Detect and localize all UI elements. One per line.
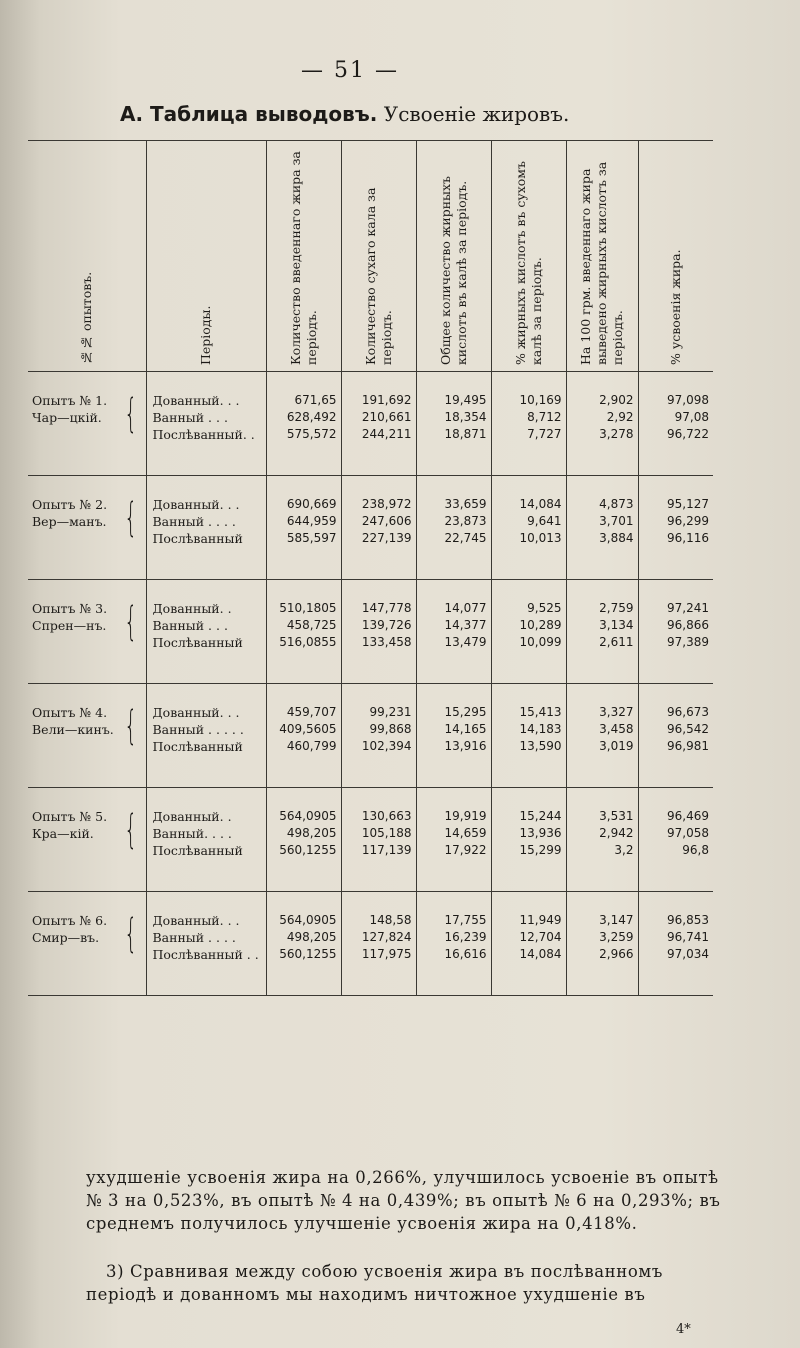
- value: 96,673: [667, 705, 709, 719]
- value-cell: [566, 788, 638, 892]
- value: 14,084: [519, 947, 562, 961]
- period-label: Послѣванный. .: [152, 427, 255, 442]
- value: 97,058: [667, 826, 709, 840]
- value: 2,966: [599, 947, 634, 961]
- experiment-cell: [28, 372, 146, 476]
- value-cell: [566, 684, 638, 788]
- signature-mark: 4*: [676, 1322, 691, 1337]
- value-cell: [266, 372, 341, 476]
- paragraph-2: 3) Сравнивая между собою усвоенія жира въ послѣванномъ періодѣ и дованномъ мы находимъ ничтожное ухудшеніе въ: [86, 1262, 663, 1304]
- value-cell: [266, 684, 341, 788]
- value: 14,377: [444, 618, 487, 632]
- period-label: Ванный . . . . .: [152, 722, 244, 737]
- value-cell: [638, 788, 713, 892]
- value: 96,981: [667, 739, 709, 753]
- value-cell: [266, 892, 341, 996]
- value: 10,289: [519, 618, 562, 632]
- value-cell: [341, 684, 416, 788]
- value: 15,299: [519, 843, 562, 857]
- value-cell: [491, 372, 566, 476]
- brace-mark: {: [124, 599, 138, 645]
- period-label: Послѣванный: [152, 635, 243, 650]
- period-label: Ванный . . .: [152, 618, 228, 633]
- column-header: % жирныхъ кислотъ въ сухомъ калѣ за періодъ.: [491, 141, 566, 372]
- value: 3,259: [599, 930, 634, 944]
- table-row: [28, 684, 713, 788]
- period-label: Ванный . . . .: [152, 514, 236, 529]
- period-label: Дованный. . .: [152, 393, 240, 408]
- value: 238,972: [361, 497, 412, 511]
- value-cell: [416, 788, 491, 892]
- value: 127,824: [361, 930, 412, 944]
- value: 458,725: [286, 618, 337, 632]
- value-cell: [491, 788, 566, 892]
- period-label: Ванный . . . .: [152, 930, 236, 945]
- value: 7,727: [527, 427, 562, 441]
- value: 97,034: [667, 947, 709, 961]
- value-cell: [266, 580, 341, 684]
- value-cell: [638, 372, 713, 476]
- period-label: Дованный. . .: [152, 913, 240, 928]
- value: 3,701: [599, 514, 634, 528]
- value: 12,704: [519, 930, 562, 944]
- period-cell: [146, 892, 266, 996]
- value-cell: [491, 892, 566, 996]
- experiment-cell: [28, 684, 146, 788]
- value: 3,134: [599, 618, 634, 632]
- value: 560,1255: [279, 947, 337, 961]
- experiment-label: Опытъ № 4.: [32, 705, 108, 720]
- value-cell: [566, 476, 638, 580]
- value-cell: [638, 684, 713, 788]
- table-row: [28, 892, 713, 996]
- value: 139,726: [361, 618, 412, 632]
- value: 95,127: [667, 497, 709, 511]
- value: 96,722: [667, 427, 709, 441]
- value: 23,873: [444, 514, 487, 528]
- value: 3,884: [599, 531, 634, 545]
- value: 14,183: [519, 722, 562, 736]
- value: 117,139: [361, 843, 412, 857]
- value: 99,231: [369, 705, 412, 719]
- brace-mark: {: [124, 495, 138, 541]
- period-cell: [146, 372, 266, 476]
- value: 13,479: [444, 635, 487, 649]
- value: 102,394: [361, 739, 412, 753]
- column-header: Количество сухаго кала за періодъ.: [341, 141, 416, 372]
- brace-mark: {: [124, 807, 138, 853]
- value: 498,205: [286, 826, 337, 840]
- value: 15,244: [519, 809, 562, 823]
- value-cell: [266, 476, 341, 580]
- value-cell: [341, 476, 416, 580]
- value-cell: [416, 580, 491, 684]
- value-cell: [491, 684, 566, 788]
- value: 19,919: [444, 809, 487, 823]
- value: 3,278: [599, 427, 634, 441]
- value-cell: [638, 892, 713, 996]
- column-header: На 100 грм. введеннаго жира выведено жирныхъ кислотъ за періодъ.: [566, 141, 638, 372]
- period-label: Ванный . . .: [152, 410, 228, 425]
- value: 3,531: [599, 809, 634, 823]
- experiment-label: Опытъ № 5.: [32, 809, 108, 824]
- value: 15,413: [519, 705, 562, 719]
- value: 33,659: [444, 497, 487, 511]
- value: 459,707: [286, 705, 337, 719]
- value: 97,098: [667, 393, 709, 407]
- value: 14,077: [444, 601, 487, 615]
- value: 575,572: [286, 427, 337, 441]
- column-header: Количество введеннаго жира за періодъ.: [266, 141, 341, 372]
- value: 8,712: [527, 410, 562, 424]
- value: 460,799: [286, 739, 337, 753]
- value-cell: [491, 580, 566, 684]
- value: 99,868: [369, 722, 412, 736]
- experiment-label: Опытъ № 2.: [32, 497, 108, 512]
- value: 564,0905: [279, 913, 337, 927]
- experiment-cell: [28, 892, 146, 996]
- value: 18,871: [444, 427, 487, 441]
- table-title-subtitle: Усвоеніе жировъ.: [383, 102, 570, 126]
- value: 22,745: [444, 531, 487, 545]
- value-cell: [638, 476, 713, 580]
- brace-mark: {: [124, 911, 138, 957]
- value: 130,663: [361, 809, 412, 823]
- value-cell: [416, 892, 491, 996]
- period-label: Ванный. . . .: [152, 826, 232, 841]
- brace-mark: {: [124, 391, 138, 437]
- value: 690,669: [286, 497, 337, 511]
- value: 14,165: [444, 722, 487, 736]
- value-cell: [416, 372, 491, 476]
- experiment-label: Чар—цкій.: [32, 410, 102, 425]
- value: 2,759: [599, 601, 634, 615]
- value: 3,147: [599, 913, 634, 927]
- value: 671,65: [294, 393, 337, 407]
- experiment-label: Вели—кинъ.: [32, 722, 114, 737]
- column-header: Періоды.: [146, 141, 266, 372]
- value: 2,942: [599, 826, 634, 840]
- period-cell: [146, 788, 266, 892]
- period-cell: [146, 476, 266, 580]
- value: 18,354: [444, 410, 487, 424]
- value-cell: [266, 788, 341, 892]
- value: 2,902: [599, 393, 634, 407]
- period-label: Дованный. . .: [152, 705, 240, 720]
- value: 16,616: [444, 947, 487, 961]
- table-row: [28, 372, 713, 476]
- period-label: Послѣванный: [152, 739, 243, 754]
- header-row: [28, 141, 713, 372]
- value: 585,597: [286, 531, 337, 545]
- value-cell: [566, 892, 638, 996]
- period-label: Дованный. .: [152, 809, 232, 824]
- value: 96,741: [667, 930, 709, 944]
- experiment-label: Опытъ № 6.: [32, 913, 108, 928]
- value: 96,469: [667, 809, 709, 823]
- value: 17,755: [444, 913, 487, 927]
- period-label: Дованный. .: [152, 601, 232, 616]
- value: 19,495: [444, 393, 487, 407]
- period-label: Послѣванный: [152, 531, 243, 546]
- value: 96,116: [667, 531, 709, 545]
- page-number: — 51 —: [301, 58, 399, 83]
- value-cell: [341, 580, 416, 684]
- value: 564,0905: [279, 809, 337, 823]
- value: 133,458: [361, 635, 412, 649]
- experiment-label: Опытъ № 3.: [32, 601, 108, 616]
- value: 3,327: [599, 705, 634, 719]
- value-cell: [638, 580, 713, 684]
- column-header: №№ опытовъ.: [28, 141, 146, 372]
- experiment-label: Вер—манъ.: [32, 514, 107, 529]
- value: 16,239: [444, 930, 487, 944]
- period-label: Послѣванный: [152, 843, 243, 858]
- table-row: [28, 788, 713, 892]
- value: 96,853: [667, 913, 709, 927]
- value: 96,542: [667, 722, 709, 736]
- value: 2,92: [606, 410, 634, 424]
- experiment-label: Кра—кій.: [32, 826, 94, 841]
- period-label: Дованный. . .: [152, 497, 240, 512]
- value-cell: [341, 372, 416, 476]
- value: 14,084: [519, 497, 562, 511]
- value: 96,299: [667, 514, 709, 528]
- table-title-label: А. Таблица выводовъ.: [120, 102, 378, 126]
- value: 96,866: [667, 618, 709, 632]
- value: 560,1255: [279, 843, 337, 857]
- value: 227,139: [361, 531, 412, 545]
- value: 96,8: [682, 843, 709, 857]
- brace-mark: {: [124, 703, 138, 749]
- table-row: [28, 476, 713, 580]
- experiment-cell: [28, 476, 146, 580]
- value: 117,975: [361, 947, 412, 961]
- value-cell: [341, 788, 416, 892]
- value: 148,58: [369, 913, 412, 927]
- value: 14,659: [444, 826, 487, 840]
- value: 10,169: [519, 393, 562, 407]
- value: 97,241: [667, 601, 709, 615]
- value-cell: [566, 580, 638, 684]
- table-row: [28, 580, 713, 684]
- value: 3,458: [599, 722, 634, 736]
- period-label: Послѣванный . .: [152, 947, 259, 962]
- experiment-label: Смир—въ.: [32, 930, 100, 945]
- value: 15,295: [444, 705, 487, 719]
- value: 510,1805: [279, 601, 337, 615]
- experiment-cell: [28, 788, 146, 892]
- experiment-label: Опытъ № 1.: [32, 393, 108, 408]
- value: 244,211: [361, 427, 412, 441]
- value: 13,590: [519, 739, 562, 753]
- value: 644,959: [286, 514, 337, 528]
- value: 13,936: [519, 826, 562, 840]
- value: 105,188: [361, 826, 412, 840]
- value: 409,5605: [279, 722, 337, 736]
- value: 4,873: [599, 497, 634, 511]
- value: 516,0855: [279, 635, 337, 649]
- value: 210,661: [361, 410, 412, 424]
- value: 498,205: [286, 930, 337, 944]
- experiment-cell: [28, 580, 146, 684]
- value: 9,525: [527, 601, 562, 615]
- value: 10,099: [519, 635, 562, 649]
- value: 147,778: [361, 601, 412, 615]
- value: 191,692: [361, 393, 412, 407]
- experiment-label: Спрен—нъ.: [32, 618, 107, 633]
- value: 11,949: [519, 913, 562, 927]
- value: 10,013: [519, 531, 562, 545]
- value-cell: [416, 476, 491, 580]
- value-cell: [416, 684, 491, 788]
- value: 13,916: [444, 739, 487, 753]
- column-header: % усвоенія жира.: [638, 141, 713, 372]
- value: 9,641: [527, 514, 562, 528]
- value-cell: [491, 476, 566, 580]
- value: 2,611: [599, 635, 634, 649]
- period-cell: [146, 684, 266, 788]
- paragraph-1: ухудшеніе усвоенія жира на 0,266%, улучшилось усвоеніе въ опытѣ № 3 на 0,523%, въ опытѣ № 4 на 0,439%; въ опытѣ № 6 на 0,293%; въ среднемъ получилось улучшеніе усвоенія жира на 0,418%.: [86, 1168, 721, 1233]
- column-header: Общее количество жирныхъ кислотъ въ калѣ за періодъ.: [416, 141, 491, 372]
- value: 628,492: [286, 410, 337, 424]
- value-cell: [341, 892, 416, 996]
- value: 3,019: [599, 739, 634, 753]
- period-cell: [146, 580, 266, 684]
- value: 3,2: [614, 843, 634, 857]
- value: 247,606: [361, 514, 412, 528]
- value: 97,08: [674, 410, 709, 424]
- value: 97,389: [667, 635, 709, 649]
- results-table: [28, 140, 713, 996]
- table-title: [120, 102, 569, 126]
- value-cell: [566, 372, 638, 476]
- value: 17,922: [444, 843, 487, 857]
